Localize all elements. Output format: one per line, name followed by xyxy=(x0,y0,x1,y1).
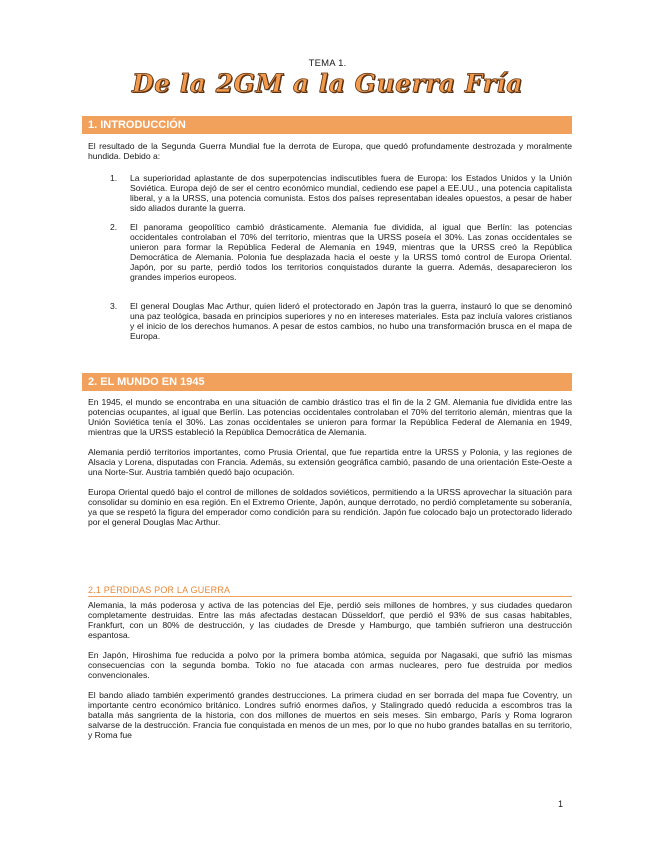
list-item: La superioridad aplastante de dos superpotencias indiscutibles fuera de Europa: los Estados Unidos y la Unión Soviética. Europa dejó de ser el centro económico mundial, cediendo ese papel a EE.UU., una potencia capitalista liberal, y a la URSS, una potencia comunista. Estos dos países representaban ideales opuestos, a pesar de haber sido aliados durante la guerra. xyxy=(130,173,572,214)
list-number: 2. xyxy=(110,222,118,232)
subsection-divider xyxy=(88,596,572,597)
list-number: 1. xyxy=(110,173,118,183)
page-number: 1 xyxy=(558,799,564,809)
tema-label: TEMA 1. xyxy=(308,58,347,69)
section-heading-mundo-1945: 2. EL MUNDO EN 1945 xyxy=(82,373,572,391)
list-number: 3. xyxy=(110,301,118,311)
body-paragraph: Europa Oriental quedó bajo el control de millones de soldados soviéticos, permitiendo a la URSS aprovechar la situación para consolidar su dominio en esa región. En el Extremo Oriente, Japón, aunque derrotado, no perdió completamente su soberanía, ya que se respetó la figura del emperador como condición para su rendición. Japón fue colocado bajo un protectorado liderado por el general Douglas Mac Arthur. xyxy=(88,487,572,528)
list-item: El panorama geopolítico cambió drásticamente. Alemania fue dividida, al igual que Berlín: las potencias occidentales controlaban el 70% del territorio, mientras que la URSS poseía el 30%. Las zonas occidentales se unieron para formar la República Federal de Alemania en 1949, mientras que la URSS creó la República Democrática de Alemania. Polonia fue desplazada hacia el oeste y la URSS tomó control de Europa Oriental. Japón, por su parte, perdió todos los territorios conquistados durante la guerra. Además, desaparecieron los grandes imperios europeos. xyxy=(130,222,572,283)
body-paragraph: Alemania, la más poderosa y activa de las potencias del Eje, perdió seis millones de hombres, y sus ciudades quedaron completamente destruidas. Entre las más afectadas destacan Düsseldorf, que perdió el 93% de sus casas habitables, Frankfurt, con un 80% de destrucción, y las ciudades de Dresde y Hamburgo, que también sufrieron una destrucción espantosa. xyxy=(88,600,572,641)
body-paragraph: El bando aliado también experimentó grandes destrucciones. La primera ciudad en ser borrada del mapa fue Coventry, un importante centro económico británico. Londres sufrió enormes daños, y Stalingrado quedó reducida a escombros tras la batalla más sangrienta de la historia, con dos millones de muertos en seis meses. Sin embargo, París y Roma lograron salvarse de la destrucción. Francia fue conquistada en menos de un mes, por lo que no hubo grandes batallas en su territorio, y Roma fue xyxy=(88,690,572,741)
body-paragraph: En 1945, el mundo se encontraba en una situación de cambio drástico tras el fin de la 2 GM. Alemania fue dividida entre las potencias ocupantes, al igual que Berlín. Las potencias occidentales controlaban el 70% del territorio alemán, mientras que la Unión Soviética tenía el 30%. Las zonas occidentales se unieron para formar la República Federal de Alemania en 1949, mientras que la URSS estableció la República Democrática de Alemania. xyxy=(88,397,572,438)
intro-paragraph: El resultado de la Segunda Guerra Mundial fue la derrota de Europa, que quedó profundamente destrozada y moralmente hundida. Debido a: xyxy=(88,141,572,162)
section-heading-introduccion: 1. INTRODUCCIÓN xyxy=(82,116,572,134)
list-item: El general Douglas Mac Arthur, quien lideró el protectorado en Japón tras la guerra, instauró lo que se denominó una paz teológica, basada en principios superiores y no en intereses materiales. Esta paz incluía valores cristianos y el inicio de los derechos humanos. A pesar de estos cambios, no hubo una transformación brusca en el mapa de Europa. xyxy=(130,301,572,342)
subsection-heading-perdidas: 2.1 PÉRDIDAS POR LA GUERRA xyxy=(88,585,231,595)
body-paragraph: En Japón, Hiroshima fue reducida a polvo por la primera bomba atómica, seguida por Nagasaki, que sufrió las mismas consecuencias con la segunda bomba. Tokio no fue atacada con armas nucleares, pero fue destruida por medios convencionales. xyxy=(88,650,572,681)
document-title: De la 2GM a la Guerra Fría xyxy=(132,69,523,98)
body-paragraph: Alemania perdió territorios importantes, como Prusia Oriental, que fue repartida entre la URSS y Polonia, y las regiones de Alsacia y Lorena, disputadas con Francia. Además, su extensión geográfica cambió, pasando de una orientación Este-Oeste a una Norte-Sur. Austria también quedó bajo ocupación. xyxy=(88,447,572,478)
